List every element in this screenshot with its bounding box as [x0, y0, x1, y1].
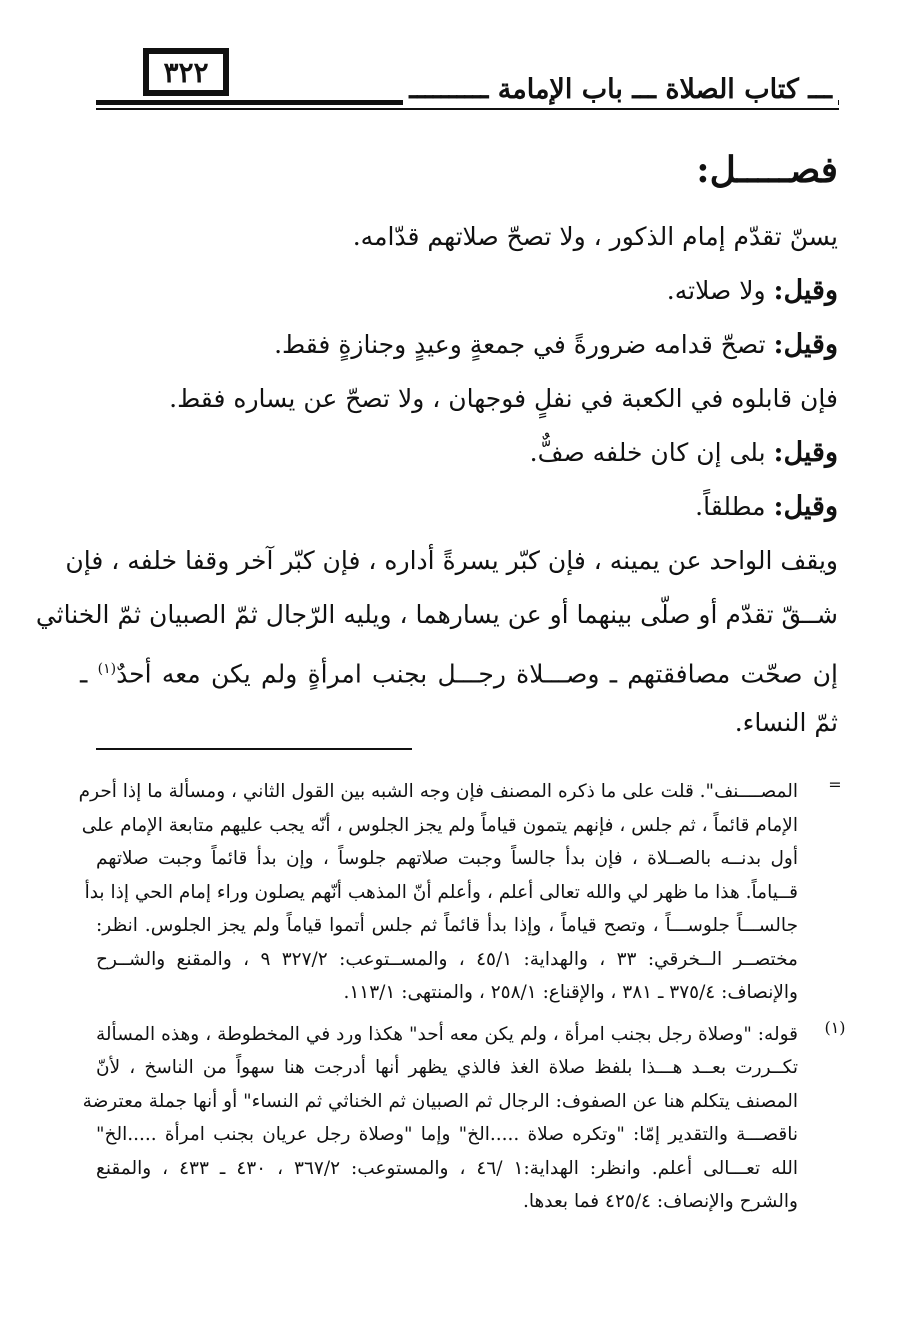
- main-text: [35, 140, 838, 750]
- footnote-line: الله تعـــالى أعلم. وانظر: الهداية:١ /٤٦ ، والمستوعب: ٣٦٧/٢ ، ٤٣٠ ـ ٤٣٣ ، والمقنع: [96, 1157, 798, 1179]
- paragraph-dash: ـ: [80, 659, 98, 689]
- section-heading: فصـــــل:: [696, 149, 838, 191]
- body-line-5: [80, 426, 838, 480]
- footnote-line: مختصــر الــخرقي: ٣٣ ، والهداية: ٤٥/١ ، والمســتوعب: ٣٢٧/٢ ٩ ، والمقنع والشــرح: [96, 948, 798, 970]
- footnote-separator: [96, 748, 412, 750]
- footnote-line: والإنصاف: ٣٧٥/٤ ـ ٣٨١ ، والإقناع: ٢٥٨/١ ، والمنتهى: ١١٣/١.: [343, 982, 798, 1003]
- paragraph-line: ويقف الواحد عن يمينه ، فإن كبّر يسرةً أداره ، فإن كبّر آخر وقفا خلفه ، فإن: [65, 546, 838, 575]
- footnote-line: الإمام قائماً ، ثم جلس ، فإنهم يتمون قياماً ولم يجز الجلوس ، أنّه يجب عليهم متابعة الإمام على: [81, 814, 798, 836]
- footnote-continued: [78, 775, 842, 1010]
- footnotes: [78, 775, 846, 1219]
- body-line-2: [80, 264, 838, 318]
- paragraph-line-text: إن صحّت مصافقتهم ـ وصـــلاة رجـــل بجنب امرأةٍ ولم يكن معه أحدٌ: [116, 659, 838, 689]
- paragraph-line: ثمّ النساء.: [734, 708, 838, 737]
- footnote-line: والشرح والإنصاف: ٤٢٥/٤ فما بعدها.: [523, 1191, 798, 1212]
- footnote-line: أول بدنــه بالصــلاة ، فإن بدأ جالساً وجبت صلاتهم جلوساً ، وإن بدأ قائماً وجبت صلاتهم: [96, 848, 799, 869]
- paragraph-line: شــقّ تقدّم أو صلّى بينهما أو عن يسارهما ، ويليه الرّجال ثمّ الصبيان ثمّ الخناثي: [35, 600, 838, 629]
- body-line-3: [80, 318, 838, 372]
- footnote-1: [82, 1017, 846, 1219]
- body-line-2-text: ولا صلاته.: [666, 276, 774, 305]
- footnote-line: ناقصـــة والتقدير إمّا: "وتكره صلاة .....الخ" وإما "وصلاة رجل عريان بجنب امرأة .....الخ": [96, 1124, 798, 1145]
- footnote-line: تكــررت بعــد هـــذا بلفظ صلاة الغذ فالذي يظهر أنها أدرجت هنا سهواً من الناسخ ، لأنّ: [96, 1057, 798, 1078]
- footnote-number: (١): [824, 1017, 846, 1037]
- page-number-text: ٣٢٢: [163, 55, 209, 89]
- footnote-reference[interactable]: (١): [97, 661, 117, 677]
- qil-label: وقيل:: [773, 491, 838, 522]
- footnote-line: قوله: "وصلاة رجل بجنب امرأة ، ولم يكن معه أحد" هكذا ورد في المخطوطة ، وهذه المسألة: [96, 1023, 798, 1045]
- continuation-mark: =: [828, 775, 842, 794]
- qil-label: وقيل:: [773, 437, 838, 468]
- paragraph-line: [80, 642, 838, 696]
- footnote-text: [78, 775, 799, 1010]
- footnote-line: المصنف يتكلم هنا عن الصفوف: الرجال ثم الصبيان ثم الخناثي ثم النساء" أو أنها جملة معترضة: [82, 1090, 798, 1112]
- body-line-4: فإن قابلوه في الكعبة في نفلٍ فوجهان ، ولا تصحّ عن يساره فقط.: [169, 384, 838, 413]
- footnote-line: جالســـاً جلوســـاً ، وتصح قياماً ، وإذا بدأ قائماً ثم جلس أتموا قياماً ولم يجز الجلوس. انظر:: [96, 915, 798, 936]
- running-title: ـــ كتاب الصلاة ـــ باب الإمامة ــــــــــ: [403, 74, 838, 105]
- page-number: [143, 48, 229, 96]
- qil-label: وقيل:: [773, 329, 838, 360]
- body-line-6-text: مطلقاً.: [695, 492, 774, 521]
- footnote-line: قــياماً. هذا ما ظهر لي والله تعالى أعلم ، وأعلم أنّ المذهب أنّهم يصلون وراء إمام الحي إذا بدأ: [84, 881, 798, 903]
- footnote-line: المصــــنف". قلت على ما ذكره المصنف فإن وجه الشبه بين القول الثاني ، ومسألة ما إذا أحرم: [78, 781, 798, 802]
- footnote-text: [82, 1018, 798, 1219]
- body-line-5-text: بلى إن كان خلفه صفٌّ.: [529, 438, 774, 467]
- body-line-1: يسنّ تقدّم إمام الذكور ، ولا تصحّ صلاتهم قدّامه.: [352, 222, 838, 251]
- header-rule-thin: [96, 108, 839, 110]
- body-line-3-text: تصحّ قدامه ضرورةً في جمعةٍ وعيدٍ وجنازةٍ فقط.: [274, 330, 774, 359]
- qil-label: وقيل:: [773, 275, 838, 306]
- body-line-6: [80, 480, 838, 534]
